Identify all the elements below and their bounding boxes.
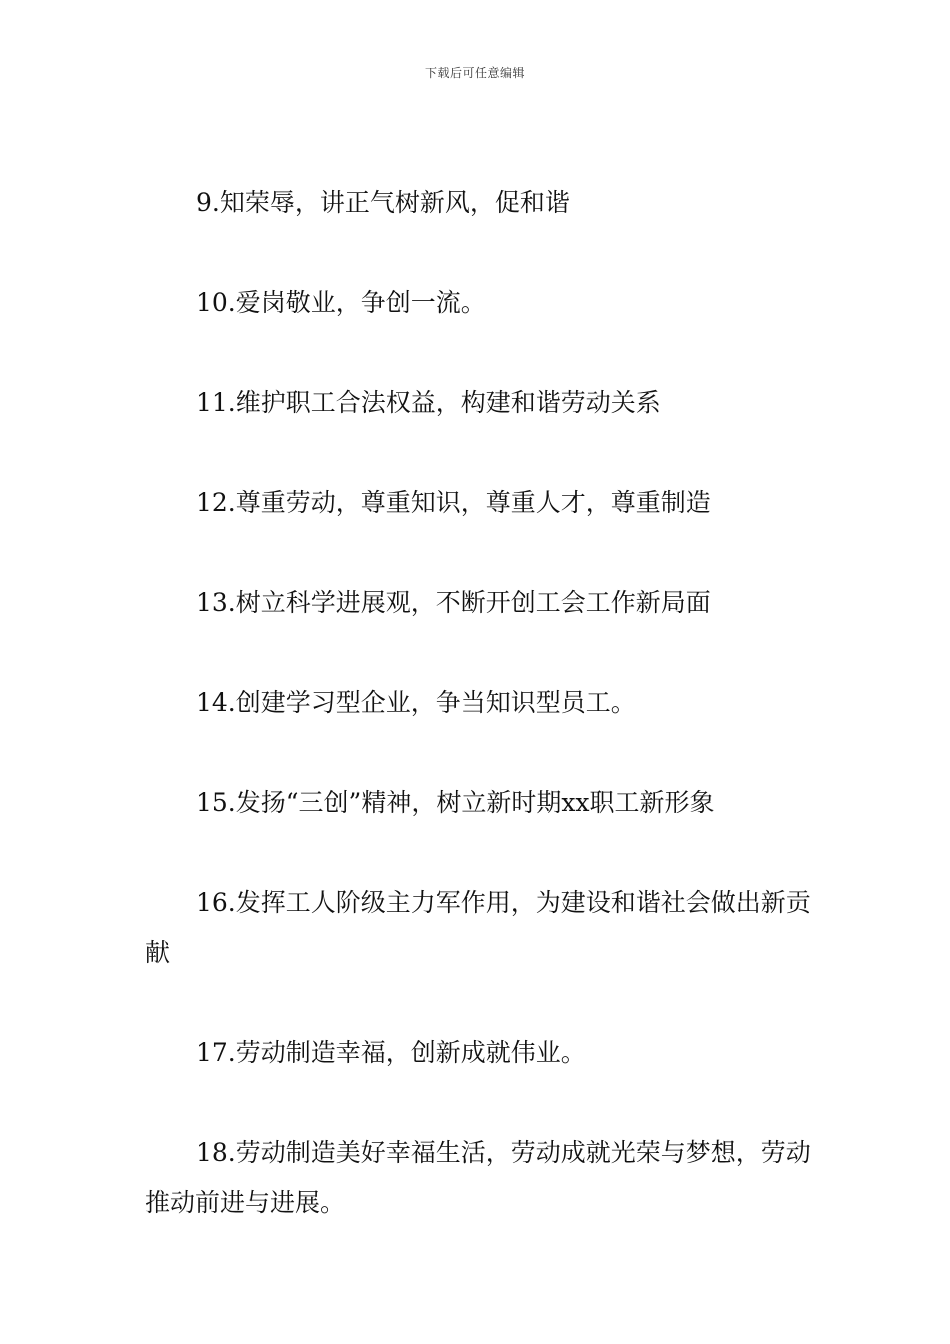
list-item: 16.发挥工人阶级主力军作用，为建设和谐社会做出新贡献: [145, 888, 811, 967]
page-header-note: 下载后可任意编辑: [424, 66, 525, 80]
list-item: 12.尊重劳动，尊重知识，尊重人才，尊重制造: [196, 488, 711, 517]
list-item: 14.创建学习型企业，争当知识型员工。: [196, 688, 636, 717]
list-item: 15.发扬“三创”精神，树立新时期xx职工新形象: [196, 788, 715, 817]
list-item: 9.知荣辱，讲正气树新风，促和谐: [196, 188, 570, 217]
slogan-list: [145, 178, 813, 1278]
list-item: 11.维护职工合法权益，构建和谐劳动关系: [196, 388, 661, 417]
list-item: 13.树立科学进展观，不断开创工会工作新局面: [196, 588, 711, 617]
list-item: 18.劳动制造美好幸福生活，劳动成就光荣与梦想，劳动推动前进与进展。: [145, 1138, 811, 1217]
list-item: 10.爱岗敬业，争创一流。: [196, 288, 486, 317]
list-item: 17.劳动制造幸福，创新成就伟业。: [196, 1038, 586, 1067]
